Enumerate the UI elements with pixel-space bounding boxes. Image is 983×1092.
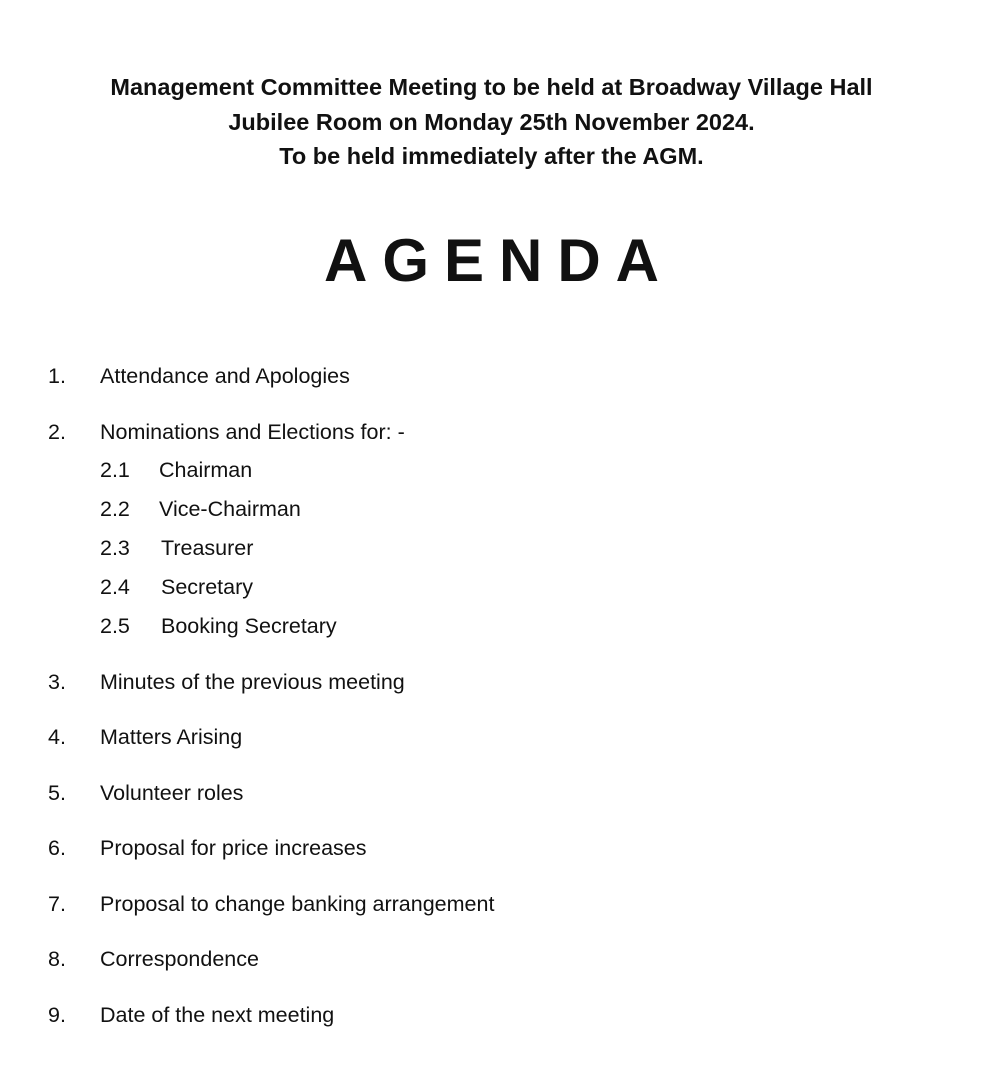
agenda-item-number: 1. <box>48 364 66 388</box>
agenda-item-label: Matters Arising <box>100 725 243 749</box>
agenda-item-6 <box>0 833 983 863</box>
agenda-item-8 <box>0 944 983 974</box>
agenda-item-number: 6. <box>48 836 66 860</box>
agenda-subitem-2-4 <box>0 572 983 602</box>
agenda-item-label: Attendance and Apologies <box>100 364 350 388</box>
agenda-item-label: Nominations and Elections for: - <box>100 420 405 444</box>
header-line-2: Jubilee Room on Monday 25th November 2024. <box>228 108 755 135</box>
agenda-subitem-2-1 <box>0 455 983 485</box>
agenda-item-1 <box>0 361 983 391</box>
agenda-item-number: 7. <box>48 892 66 916</box>
agenda-subitem-number: 2.3 <box>100 536 130 560</box>
agenda-item-number: 8. <box>48 947 66 971</box>
agenda-subitem-label: Chairman <box>159 458 253 482</box>
agenda-item-label: Date of the next meeting <box>100 1003 335 1027</box>
agenda-item-number: 5. <box>48 781 66 805</box>
agenda-item-5 <box>0 778 983 808</box>
agenda-item-label: Proposal to change banking arrangement <box>100 892 495 916</box>
agenda-item-number: 3. <box>48 670 66 694</box>
agenda-item-3 <box>0 667 983 697</box>
agenda-item-7 <box>0 889 983 919</box>
agenda-item-number: 4. <box>48 725 66 749</box>
agenda-subitem-2-2 <box>0 494 983 524</box>
agenda-item-label: Volunteer roles <box>100 781 244 805</box>
agenda-item-9 <box>0 1000 983 1030</box>
agenda-subitem-number: 2.5 <box>100 614 130 638</box>
agenda-subitem-number: 2.4 <box>100 575 130 599</box>
agenda-subitem-number: 2.2 <box>100 497 130 521</box>
agenda-subitem-2-5 <box>0 611 983 641</box>
agenda-item-4 <box>0 722 983 752</box>
agenda-subitem-2-3 <box>0 533 983 563</box>
agenda-item-label: Correspondence <box>100 947 259 971</box>
agenda-subitem-label: Secretary <box>161 575 254 599</box>
agenda-subitem-number: 2.1 <box>100 458 130 482</box>
agenda-item-label: Proposal for price increases <box>100 836 367 860</box>
agenda-item-2 <box>0 417 983 447</box>
header-line-3: To be held immediately after the AGM. <box>279 143 704 169</box>
agenda-subitem-label: Vice-Chairman <box>159 497 301 521</box>
agenda-item-label: Minutes of the previous meeting <box>100 670 405 694</box>
agenda-subitem-label: Treasurer <box>161 536 254 560</box>
agenda-subitem-label: Booking Secretary <box>161 614 337 638</box>
agenda-title: AGENDA <box>323 227 674 294</box>
header-line-1: Management Committee Meeting to be held at Broadway Village Hall <box>110 74 873 100</box>
agenda-item-number: 2. <box>48 420 66 444</box>
agenda-item-number: 9. <box>48 1003 66 1027</box>
